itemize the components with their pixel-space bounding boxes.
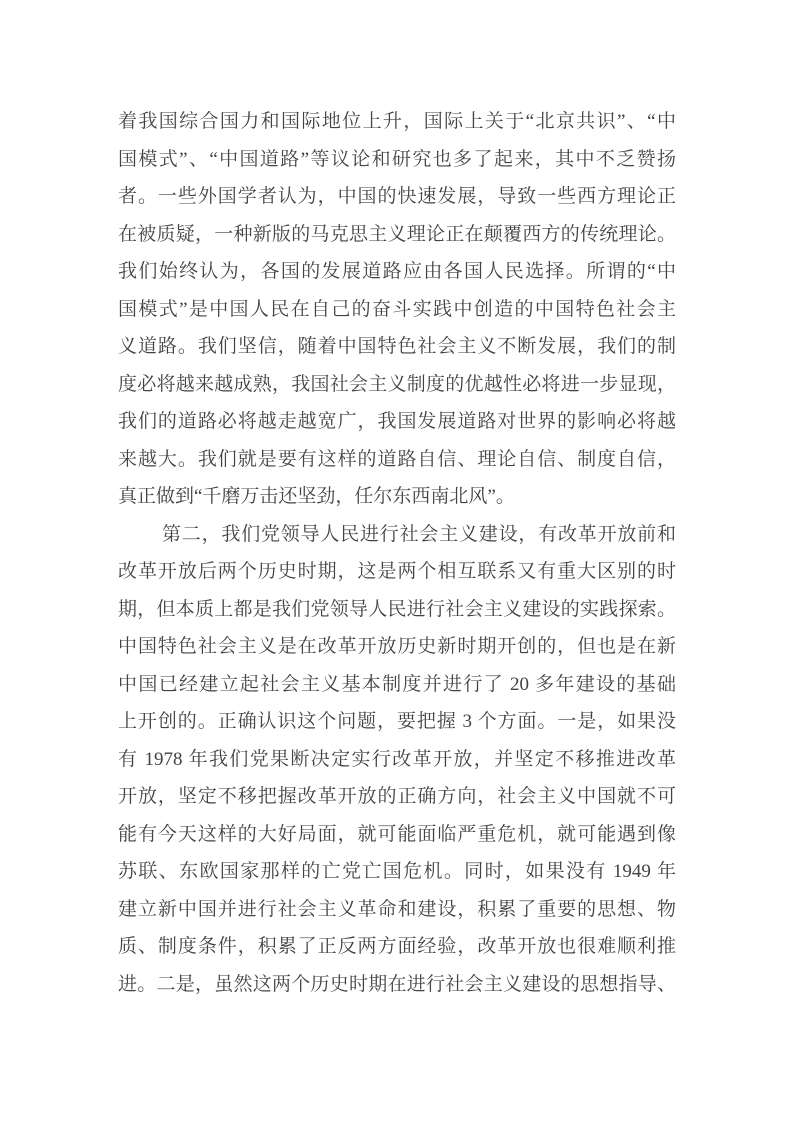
text-line: 中国特色社会主义是在改革开放历史新时期开创的，但也是在新	[118, 636, 676, 657]
document-text-block	[118, 103, 676, 1003]
text-line: 者。一些外国学者认为，中国的快速发展，导致一些西方理论正	[118, 186, 676, 207]
text-line: 国模式”是中国人民在自己的奋斗实践中创造的中国特色社会主	[118, 298, 676, 320]
text-line: 期，但本质上都是我们党领导人民进行社会主义建设的实践探索。	[118, 598, 676, 620]
paragraph	[118, 103, 676, 516]
text-line: 度必将越来越成熟，我国社会主义制度的优越性必将进一步显现，	[118, 373, 676, 395]
text-line: 质、制度条件，积累了正反两方面经验，改革开放也很难顺利推	[118, 936, 676, 957]
text-line: 改革开放后两个历史时期，这是两个相互联系又有重大区别的时	[118, 561, 676, 582]
text-line: 着我国综合国力和国际地位上升，国际上关于“北京共识”、“中	[118, 111, 676, 132]
text-line: 建立新中国并进行社会主义革命和建设，积累了重要的思想、物	[118, 898, 676, 920]
text-line: 能有今天这样的大好局面，就可能面临严重危机，就可能遇到像	[118, 823, 676, 845]
text-line: 真正做到“千磨万击还坚劲，任尔东西南北风”。	[118, 486, 515, 507]
text-line: 上开创的。正确认识这个问题，要把握 3 个方面。一是，如果没	[118, 711, 676, 732]
text-line: 在被质疑，一种新版的马克思主义理论正在颠覆西方的传统理论。	[118, 223, 676, 245]
text-line: 来越大。我们就是要有这样的道路自信、理论自信、制度自信，	[118, 448, 676, 470]
text-line: 我们始终认为，各国的发展道路应由各国人民选择。所谓的“中	[118, 261, 676, 282]
text-line: 中国已经建立起社会主义基本制度并进行了 20 多年建设的基础	[118, 673, 676, 695]
text-line: 我们的道路必将越走越宽广，我国发展道路对世界的影响必将越	[118, 411, 676, 432]
paragraph	[118, 516, 676, 1004]
text-line: 义道路。我们坚信，随着中国特色社会主义不断发展，我们的制	[118, 336, 676, 357]
text-line: 有 1978 年我们党果断决定实行改革开放，并坚定不移推进改革	[118, 748, 676, 770]
text-line: 第二，我们党领导人民进行社会主义建设，有改革开放前和	[162, 523, 676, 545]
text-line: 国模式”、“中国道路”等议论和研究也多了起来，其中不乏赞扬	[118, 148, 676, 170]
text-line: 苏联、东欧国家那样的亡党亡国危机。同时，如果没有 1949 年	[118, 861, 676, 882]
text-line: 开放，坚定不移把握改革开放的正确方向，社会主义中国就不可	[118, 786, 676, 807]
text-line: 进。二是，虽然这两个历史时期在进行社会主义建设的思想指导、	[118, 973, 676, 995]
